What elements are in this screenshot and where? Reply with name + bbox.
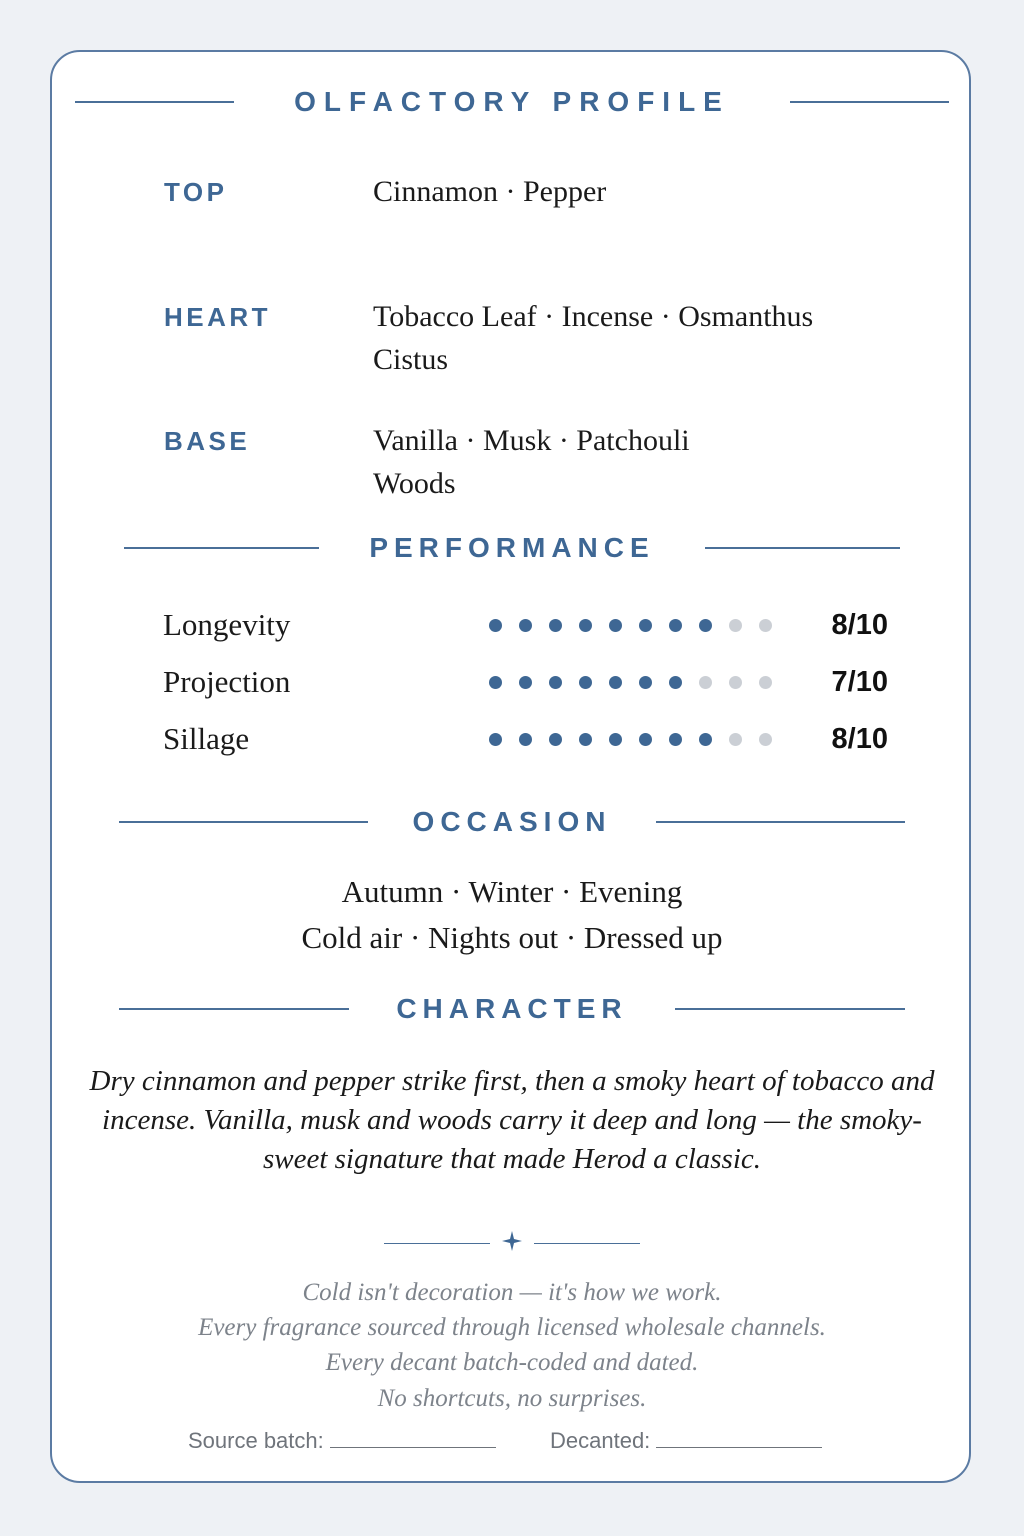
base-notes-value	[373, 419, 913, 505]
footer-divider-right	[534, 1243, 640, 1244]
metric-label: Sillage	[163, 721, 250, 756]
rating-dot-filled	[579, 619, 592, 632]
metric-score: 8/10	[831, 609, 888, 641]
source-batch-field	[188, 1428, 496, 1454]
heart-notes-label: HEART	[164, 302, 272, 332]
base-notes-line-2: Woods	[373, 467, 456, 500]
footer-line-1: Cold isn't decoration — it's how we work.	[302, 1279, 722, 1306]
rating-dot-empty	[729, 733, 742, 746]
heart-notes-line-1: Tobacco Leaf · Incense · Osmanthus	[373, 300, 814, 333]
rating-dot-empty	[759, 733, 772, 746]
character-description: Dry cinnamon and pepper strike first, then a smoky heart of tobacco and incense. Vanilla, musk and woods carry it deep and long — the smoky-sweet signature that made Herod a classic.	[89, 1065, 935, 1175]
heart-notes-line-2: Cistus	[373, 343, 449, 376]
rating-dot-empty	[759, 619, 772, 632]
rating-dot-filled	[639, 676, 652, 689]
rating-dots	[489, 675, 789, 689]
rating-dot-filled	[639, 619, 652, 632]
occasion-heading: OCCASION	[412, 806, 612, 837]
rating-dot-filled	[519, 676, 532, 689]
four-point-star-icon	[501, 1230, 523, 1252]
decanted-field	[550, 1428, 822, 1454]
metric-label: Longevity	[163, 607, 291, 642]
rating-dot-filled	[669, 619, 682, 632]
rating-dot-filled	[669, 676, 682, 689]
rating-dot-filled	[489, 619, 502, 632]
footer-line-3: Every decant batch-coded and dated.	[325, 1349, 699, 1376]
rating-dot-empty	[729, 676, 742, 689]
character-heading: CHARACTER	[396, 993, 628, 1024]
top-notes-value	[373, 170, 913, 213]
rating-dot-filled	[699, 733, 712, 746]
footer-line-2: Every fragrance sourced through licensed wholesale channels.	[198, 1314, 826, 1341]
rating-dots	[489, 618, 789, 632]
footer-divider-left	[384, 1243, 490, 1244]
rating-dot-filled	[489, 676, 502, 689]
rating-dot-filled	[669, 733, 682, 746]
rating-dot-filled	[699, 619, 712, 632]
rating-dot-filled	[579, 676, 592, 689]
base-notes-line-1: Vanilla · Musk · Patchouli	[373, 424, 690, 457]
rating-dot-empty	[729, 619, 742, 632]
rating-dot-filled	[579, 733, 592, 746]
olfactory-profile-heading: OLFACTORY PROFILE	[294, 86, 730, 117]
rating-dot-filled	[549, 733, 562, 746]
rating-dot-empty	[759, 676, 772, 689]
rating-dot-filled	[519, 733, 532, 746]
occasion-line-2: Cold air · Nights out · Dressed up	[301, 920, 723, 955]
metric-label: Projection	[163, 664, 291, 699]
heart-notes-value	[373, 295, 913, 381]
footer-line-4: No shortcuts, no surprises.	[377, 1385, 647, 1412]
top-notes-label: TOP	[164, 177, 228, 207]
decanted-blank[interactable]	[656, 1429, 822, 1448]
rating-dot-filled	[549, 619, 562, 632]
rating-dot-filled	[609, 676, 622, 689]
rating-dots	[489, 732, 789, 746]
rating-dot-empty	[699, 676, 712, 689]
top-notes-line: Cinnamon · Pepper	[373, 175, 607, 208]
occasion-line-1: Autumn · Winter · Evening	[341, 874, 683, 909]
rating-dot-filled	[609, 733, 622, 746]
base-notes-label: BASE	[164, 426, 251, 456]
source-batch-blank[interactable]	[330, 1429, 496, 1448]
rating-dot-filled	[489, 733, 502, 746]
rating-dot-filled	[609, 619, 622, 632]
rating-dot-filled	[549, 676, 562, 689]
rating-dot-filled	[639, 733, 652, 746]
metric-score: 8/10	[831, 723, 888, 755]
rating-dot-filled	[519, 619, 532, 632]
profile-card	[50, 50, 971, 1483]
source-batch-label: Source batch:	[188, 1428, 324, 1453]
decanted-label: Decanted:	[550, 1428, 651, 1453]
performance-heading: PERFORMANCE	[369, 532, 655, 563]
metric-score: 7/10	[831, 666, 888, 698]
